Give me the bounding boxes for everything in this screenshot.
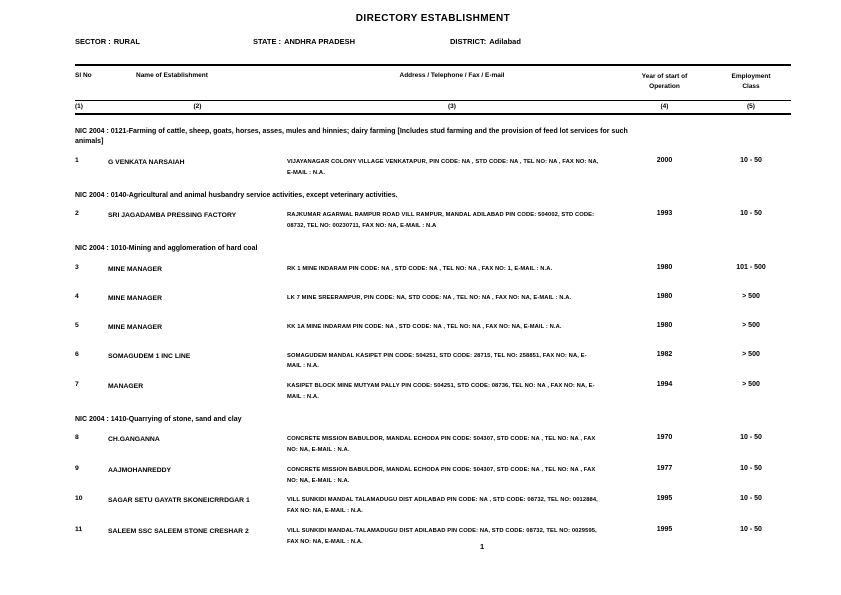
cell-employment-class: > 500 bbox=[742, 321, 760, 329]
table-row bbox=[75, 351, 791, 372]
district-label: DISTRICT: bbox=[450, 37, 487, 46]
table-row bbox=[75, 381, 791, 402]
column-number-2: (2) bbox=[193, 102, 202, 110]
cell-establishment-name: SALEEM SSC SALEEM STONE CRESHAR 2 bbox=[108, 527, 249, 535]
state-value: ANDHRA PRADESH bbox=[284, 37, 356, 46]
page-content bbox=[75, 0, 791, 556]
cell-employment-class: > 500 bbox=[742, 381, 760, 389]
cell-employment-class: 10 - 50 bbox=[740, 210, 762, 218]
cell-sl-no: 7 bbox=[75, 381, 79, 389]
cell-year-of-start: 1980 bbox=[656, 263, 673, 271]
meta-sector bbox=[75, 37, 140, 46]
column-number-5: (5) bbox=[747, 102, 755, 110]
cell-sl-no: 1 bbox=[75, 157, 79, 165]
cell-sl-no: 8 bbox=[75, 434, 79, 442]
table-row bbox=[75, 264, 791, 284]
cell-address: VILL SUNKIDI MANDAL TALAMADUGU DIST ADILABAD PIN CODE: NA , STD CODE: 08732, TEL NO: 0012884, FAX NO: NA, E-MAIL : N.A. bbox=[287, 497, 598, 515]
cell-year-of-start: 1993 bbox=[656, 210, 673, 218]
table-body bbox=[75, 127, 791, 548]
meta-row bbox=[75, 37, 791, 47]
page-number: 1 bbox=[480, 542, 485, 551]
table-row bbox=[75, 465, 791, 486]
header-sl-no: Sl No bbox=[75, 72, 92, 79]
table-header bbox=[75, 66, 791, 100]
cell-employment-class: > 500 bbox=[742, 350, 760, 358]
cell-address: CONCRETE MISSION BABULDOR, MANDAL ECHODA PIN CODE: 504307, STD CODE: NA , TEL NO: NA , FAX NO: NA, E-MAIL : N.A. bbox=[287, 436, 596, 454]
cell-year-of-start: 1994 bbox=[656, 381, 673, 389]
table-row bbox=[75, 293, 791, 313]
sector-value: RURAL bbox=[113, 37, 140, 46]
column-number-3: (3) bbox=[448, 102, 456, 110]
cell-establishment-name: MINE MANAGER bbox=[108, 265, 162, 273]
meta-district bbox=[450, 37, 521, 46]
cell-address: VIJAYANAGAR COLONY VILLAGE VENKATAPUR, PIN CODE: NA , STD CODE: NA , TEL NO: NA , FAX NO: NA, E-MAIL : N.A. bbox=[287, 159, 599, 176]
cell-sl-no: 5 bbox=[75, 321, 79, 329]
cell-address: RAJKUMAR AGARWAL RAMPUR ROAD VILL RAMPUR, MANDAL ADILABAD PIN CODE: 504002, STD CODE: 08732, TEL NO: 00230711, FAX NO: NA, E-MAIL : N.A bbox=[287, 212, 595, 230]
cell-establishment-name: MANAGER bbox=[108, 383, 144, 391]
cell-employment-class: 101 - 500 bbox=[736, 263, 766, 271]
cell-establishment-name: G VENKATA NARSAIAH bbox=[108, 159, 185, 167]
header-establishment-name: Name of Establishment bbox=[136, 72, 208, 79]
cell-sl-no: 3 bbox=[75, 263, 79, 271]
nic-section-heading: NIC 2004 : 0121-Farming of cattle, sheep, goats, horses, asses, mules and hinnies; dairy farming [Includes stud farming and the provision of feed lot services for such animals] bbox=[75, 127, 628, 146]
cell-address: KASIPET BLOCK MINE MUTYAM PALLY PIN CODE: 504251, STD CODE: 08736, TEL NO: NA , FAX NO: NA, E-MAIL : N.A. bbox=[287, 383, 595, 400]
cell-employment-class: 10 - 50 bbox=[740, 157, 762, 165]
cell-year-of-start: 1995 bbox=[656, 525, 673, 533]
cell-address: RK 1 MINE INDARAM PIN CODE: NA , STD CODE: NA , TEL NO: NA , FAX NO: 1, E-MAIL : N.A. bbox=[287, 265, 553, 272]
table-row bbox=[75, 434, 791, 455]
cell-address: CONCRETE MISSION BABULDOR, MANDAL ECHODA PIN CODE: 504307, STD CODE: NA , TEL NO: NA , FAX NO: NA, E-MAIL : N.A. bbox=[287, 466, 596, 484]
cell-establishment-name: AAJMOHANREDDY bbox=[108, 466, 172, 474]
table-row bbox=[75, 526, 791, 547]
nic-section-heading: NIC 2004 : 1010-Mining and agglomeration of hard coal bbox=[75, 244, 258, 252]
cell-year-of-start: 1980 bbox=[656, 292, 673, 300]
cell-establishment-name: SAGAR SETU GAYATR SKONEICRRDGAR 1 bbox=[108, 497, 250, 505]
cell-employment-class: 10 - 50 bbox=[740, 434, 762, 442]
cell-employment-class: > 500 bbox=[742, 292, 760, 300]
cell-year-of-start: 1977 bbox=[656, 464, 673, 472]
cell-sl-no: 6 bbox=[75, 350, 79, 358]
cell-address: KK 1A MINE INDARAM PIN CODE: NA , STD CODE: NA , TEL NO: NA , FAX NO: NA, E-MAIL : N.A. bbox=[287, 323, 562, 330]
cell-year-of-start: 1982 bbox=[656, 350, 673, 358]
column-number-1: (1) bbox=[75, 102, 83, 110]
cell-establishment-name: SRI JAGADAMBA PRESSING FACTORY bbox=[108, 212, 237, 220]
cell-address: VILL SUNKIDI MANDAL-TALAMADUGU DIST ADILABAD PIN CODE: NA, STD CODE: 08732, TEL NO: 0029595, FAX NO: NA, E-MAIL : N.A. bbox=[287, 527, 597, 545]
state-label: STATE : bbox=[253, 37, 282, 46]
header-year-of-start: Year of start of Operation bbox=[641, 73, 688, 90]
table-row bbox=[75, 495, 791, 516]
nic-section-heading: NIC 2004 : 1410-Quarrying of stone, sand and clay bbox=[75, 415, 242, 423]
cell-establishment-name: CH.GANGANNA bbox=[108, 436, 160, 444]
cell-employment-class: 10 - 50 bbox=[740, 495, 762, 503]
cell-sl-no: 11 bbox=[75, 525, 83, 533]
table-row bbox=[75, 322, 791, 342]
cell-address: LK 7 MINE SREERAMPUR, PIN CODE: NA, STD CODE: NA , TEL NO: NA , FAX NO: NA, E-MAIL : N.A. bbox=[287, 294, 572, 301]
cell-year-of-start: 1995 bbox=[656, 495, 673, 503]
header-bottom-rule bbox=[75, 113, 791, 115]
cell-employment-class: 10 - 50 bbox=[740, 525, 762, 533]
page-title: DIRECTORY ESTABLISHMENT bbox=[355, 13, 511, 24]
meta-state bbox=[253, 37, 355, 46]
cell-establishment-name: MINE MANAGER bbox=[108, 294, 162, 302]
district-value: Adilabad bbox=[489, 37, 521, 46]
sector-label: SECTOR : bbox=[75, 37, 111, 46]
column-numbers-row bbox=[75, 101, 791, 113]
nic-section-heading: NIC 2004 : 0140-Agricultural and animal husbandry service activities, except veterinary activities. bbox=[75, 191, 398, 199]
cell-sl-no: 9 bbox=[75, 464, 79, 472]
table-row bbox=[75, 157, 791, 178]
header-employment-class: Employment Class bbox=[731, 73, 771, 90]
table-row bbox=[75, 210, 791, 231]
cell-address: SOMAGUDEM MANDAL KASIPET PIN CODE: 504251, STD CODE: 28715, TEL NO: 258851, FAX NO: NA, E-MAIL : N.A. bbox=[287, 352, 587, 370]
cell-year-of-start: 1970 bbox=[656, 434, 673, 442]
cell-establishment-name: SOMAGUDEM 1 INC LINE bbox=[108, 352, 191, 360]
column-number-4: (4) bbox=[660, 102, 669, 110]
cell-sl-no: 4 bbox=[75, 292, 79, 300]
header-address: Address / Telephone / Fax / E-mail bbox=[399, 72, 505, 79]
cell-sl-no: 2 bbox=[75, 210, 79, 218]
cell-sl-no: 10 bbox=[75, 495, 83, 503]
cell-year-of-start: 2000 bbox=[656, 157, 673, 165]
cell-employment-class: 10 - 50 bbox=[740, 464, 762, 472]
cell-year-of-start: 1980 bbox=[656, 321, 673, 329]
cell-establishment-name: MINE MANAGER bbox=[108, 323, 162, 331]
